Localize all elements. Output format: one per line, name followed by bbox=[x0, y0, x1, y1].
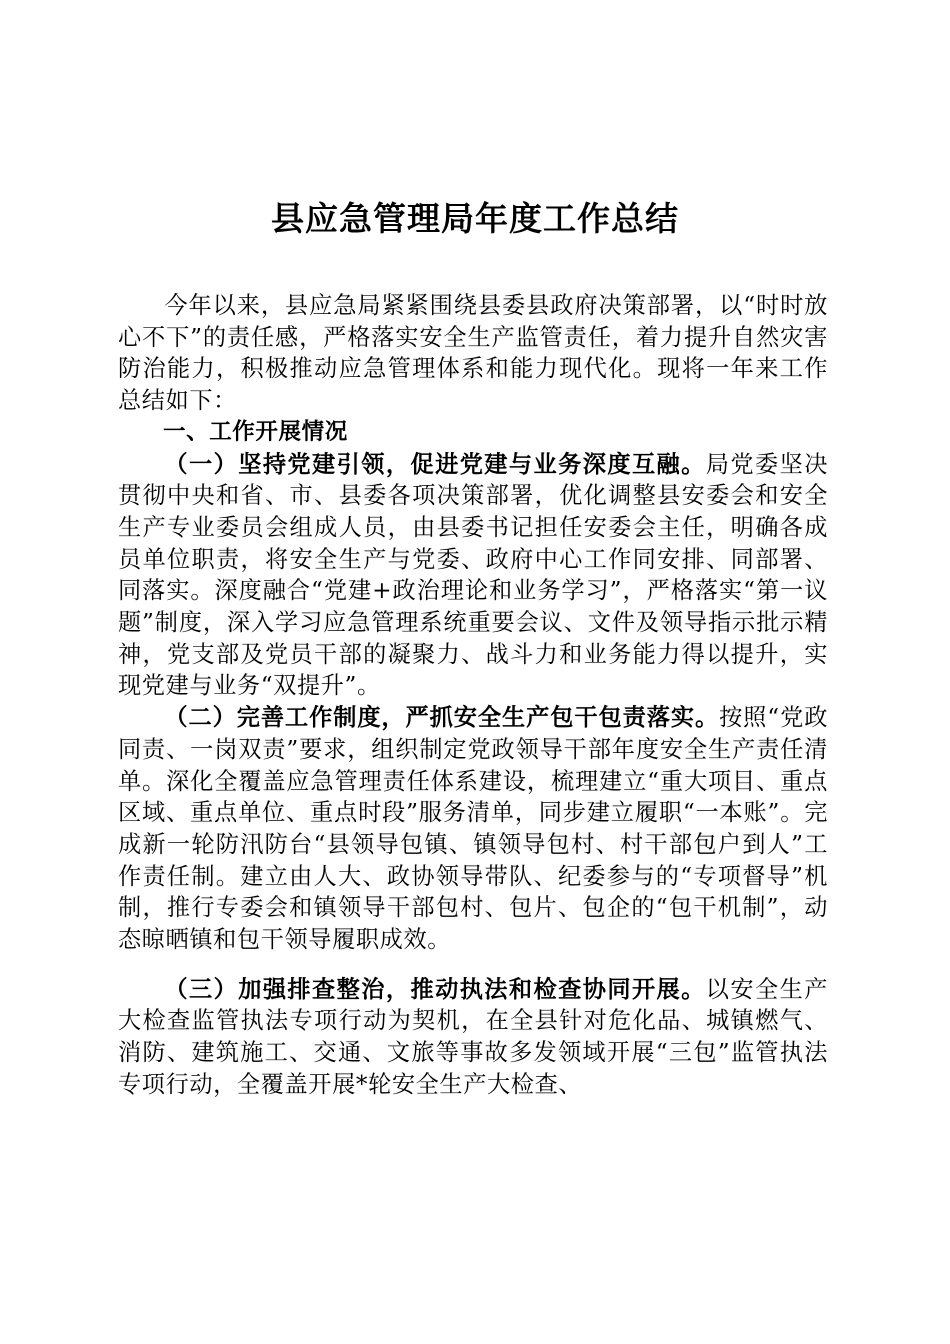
subsection-lead: （三）加强排查整治，推动执法和检查协同开展。 bbox=[164, 975, 706, 1003]
document-body bbox=[118, 290, 828, 1101]
subsection-lead: （二）完善工作制度，严抓安全生产包干包责落实。 bbox=[164, 704, 720, 732]
section-heading-work-progress: 一、工作开展情况 bbox=[163, 418, 348, 445]
subsection-text: 以安全生产大检查监管执法专项行动为契机，在全县针对危化品、城镇燃气、消防、建筑施工、交通、文旅等事故多发领域开展“三包”监管执法专项行动，全覆盖开展*轮安全生产大检查、 bbox=[118, 975, 829, 1098]
subsection-inspection bbox=[118, 974, 828, 1101]
subsection-text: 局党委坚决贯彻中央和省、市、县委各项决策部署，优化调整县安委会和安全生产专业委员会组成人员，由县委书记担任安委会主任，明确各成员单位职责，将安全生产与党委、政府中心工作同安排、同部署、同落实。深度融合“党建+政治理论和业务学习”，严格落实“第一议题”制度，深入学习应急管理系统重要会议、文件及领导指示批示精神，党支部及党员干部的凝聚力、战斗力和业务能力得以提升，实现党建与业务“双提升”。 bbox=[118, 450, 829, 700]
subsection-lead: （一）坚持党建引领，促进党建与业务深度互融。 bbox=[164, 450, 706, 478]
intro-paragraph: 今年以来，县应急局紧紧围绕县委县政府决策部署，以“时时放心不下”的责任感，严格落实安全生产监管责任，着力提升自然灾害防治能力，积极推动应急管理体系和能力现代化。现将一年来工作总结如下： bbox=[118, 292, 828, 415]
document-title: 县应急管理局年度工作总结 bbox=[271, 199, 679, 238]
subsection-work-system bbox=[118, 702, 828, 956]
subsection-party-building bbox=[118, 449, 828, 703]
subsection-text: 按照“党政同责、一岗双责”要求，组织制定党政领导干部年度安全生产责任清单。深化全覆盖应急管理责任体系建设，梳理建立“重大项目、重点区域、重点单位、重点时段”服务清单，同步建立履职“一本账”。完成新一轮防汛防台“县领导包镇、镇领导包村、村干部包户到人”工作责任制。建立由人大、政协领导带队、纪委参与的“专项督导”机制，推行专委会和镇领导干部包村、包片、包企的“包干机制”，动态晾晒镇和包干领导履职成效。 bbox=[118, 704, 828, 954]
